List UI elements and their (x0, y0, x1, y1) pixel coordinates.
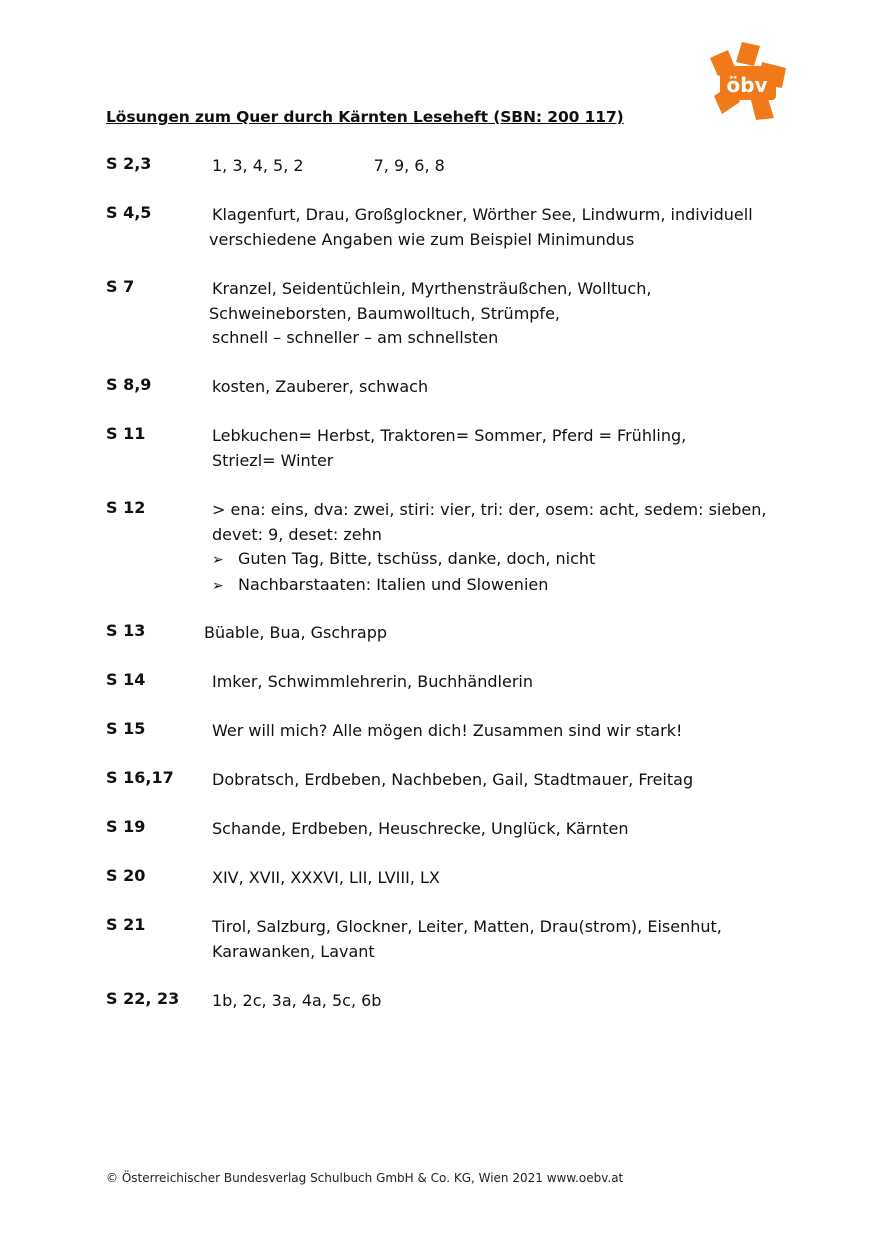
answer-line-extra: 7, 9, 6, 8 (373, 156, 445, 175)
answer-line: Karawanken, Lavant (212, 941, 375, 961)
page-ref: S 12 (106, 498, 146, 517)
answer-text (209, 277, 772, 351)
answer-line: verschiedene Angaben wie zum Beispiel Minimundus (209, 229, 635, 249)
footer-copyright: © Österreichischer Bundesverlag Schulbuch GmbH & Co. KG, Wien 2021 www.oebv.at (106, 1171, 624, 1185)
answer-text (212, 424, 772, 473)
answer-line: 1b, 2c, 3a, 4a, 5c, 6b (212, 991, 382, 1010)
bullet-item (212, 547, 772, 573)
answer-text (209, 203, 772, 252)
answer-line: Kranzel, Seidentüchlein, Myrthensträußchen, Wolltuch, (212, 279, 652, 298)
answer-line: Wer will mich? Alle mögen dich! Zusammen sind wir stark! (212, 721, 683, 740)
answer-line: schnell – schneller – am schnellsten (212, 328, 499, 348)
arrow-bullet-icon: ➢ (212, 552, 224, 569)
answer-text (212, 375, 772, 400)
page-ref: S 16,17 (106, 768, 174, 787)
answer-text (212, 498, 772, 598)
bullet-text: Nachbarstaaten: Italien und Slowenien (238, 574, 549, 594)
answer-line: Klagenfurt, Drau, Großglockner, Wörther See, Lindwurm, individuell (212, 205, 753, 224)
page-title: Lösungen zum Quer durch Kärnten Leseheft (SBN: 200 117) (106, 108, 624, 126)
answer-text (212, 915, 772, 964)
answer-text (212, 670, 772, 695)
page-ref: S 11 (106, 424, 146, 443)
bullet-text: Guten Tag, Bitte, tschüss, danke, doch, nicht (238, 549, 596, 569)
answer-text (212, 989, 772, 1014)
answer-text (204, 621, 764, 646)
page-ref: S 2,3 (106, 154, 152, 173)
answer-line: Imker, Schwimmlehrerin, Buchhändlerin (212, 672, 533, 691)
page-ref: S 15 (106, 719, 146, 738)
answer-text (212, 154, 772, 179)
answer-text (212, 817, 772, 842)
answer-line: > ena: eins, dva: zwei, stiri: vier, tri: der, osem: acht, sedem: sieben, (212, 500, 767, 519)
answer-line: Lebkuchen= Herbst, Traktoren= Sommer, Pferd = Frühling, (212, 426, 687, 445)
answer-line: XIV, XVII, XXXVI, LII, LVIII, LX (212, 868, 440, 887)
answer-line: Schande, Erdbeben, Heuschrecke, Unglück, Kärnten (212, 819, 629, 838)
oebv-logo (706, 40, 788, 122)
page-ref: S 7 (106, 277, 135, 296)
answer-line: Striezl= Winter (212, 450, 334, 470)
answer-text (212, 719, 772, 744)
page-ref: S 20 (106, 866, 146, 885)
bullet-item (212, 573, 772, 599)
answer-text (212, 866, 772, 891)
answer-line: Tirol, Salzburg, Glockner, Leiter, Matten, Drau(strom), Eisenhut, (212, 917, 722, 936)
answer-line: Büable, Bua, Gschrapp (204, 623, 387, 642)
answer-line: Schweineborsten, Baumwolltuch, Strümpfe, (209, 303, 560, 323)
arrow-bullet-icon: ➢ (212, 577, 224, 594)
page-ref: S 14 (106, 670, 146, 689)
answer-line: 1, 3, 4, 5, 2 (212, 156, 304, 175)
page-ref: S 13 (106, 621, 146, 640)
answer-text (212, 768, 772, 793)
logo-text: öbv (726, 73, 768, 97)
page-ref: S 4,5 (106, 203, 152, 222)
answer-line: devet: 9, deset: zehn (212, 524, 382, 544)
page-ref: S 8,9 (106, 375, 152, 394)
answer-line: kosten, Zauberer, schwach (212, 377, 429, 396)
answer-line: Dobratsch, Erdbeben, Nachbeben, Gail, Stadtmauer, Freitag (212, 770, 694, 789)
page-ref: S 21 (106, 915, 146, 934)
page-ref: S 19 (106, 817, 146, 836)
page-ref: S 22, 23 (106, 989, 180, 1008)
